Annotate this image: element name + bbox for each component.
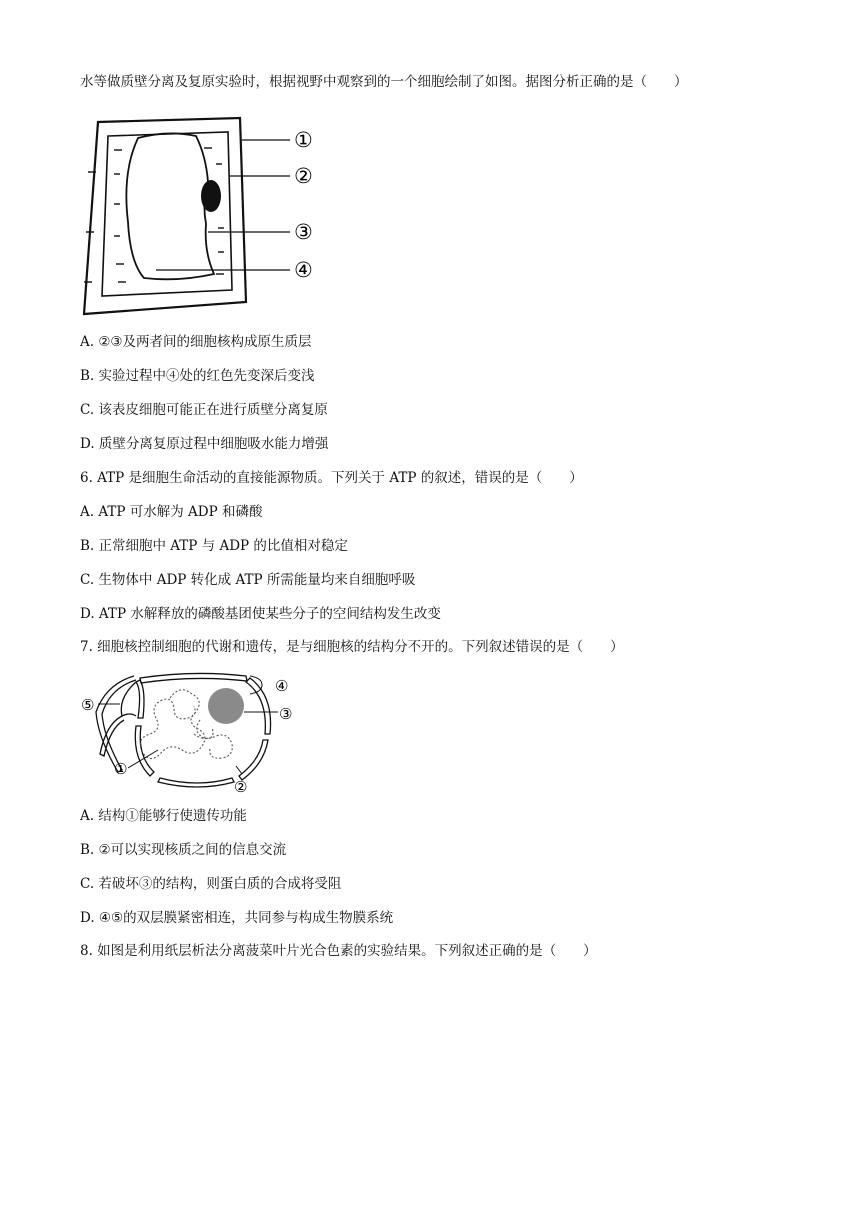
question-7-stem: 7. 细胞核控制细胞的代谢和遗传，是与细胞核的结构分不开的。下列叙述错误的是（ ） bbox=[80, 639, 624, 655]
q6-option-b: B. 正常细胞中 ATP 与 ADP 的比值相对稳定 bbox=[80, 538, 348, 554]
question-5-stem: 水等做质壁分离及复原实验时，根据视野中观察到的一个细胞绘制了如图。据图分析正确的是（ ） bbox=[80, 74, 688, 90]
figure1-label-1: ① bbox=[294, 128, 313, 152]
figure1-label-3: ③ bbox=[294, 220, 313, 244]
figure1-label-2: ② bbox=[294, 164, 313, 188]
figure1-label-4: ④ bbox=[294, 258, 313, 282]
question-8-stem: 8. 如图是利用纸层析法分离菠菜叶片光合色素的实验结果。下列叙述正确的是（ ） bbox=[80, 943, 597, 959]
q7-option-c: C. 若破坏③的结构，则蛋白质的合成将受阻 bbox=[80, 876, 342, 892]
figure2-label-5: ⑤ bbox=[81, 696, 95, 714]
q5-option-a: A. ②③及两者间的细胞核构成原生质层 bbox=[80, 334, 312, 350]
plasmolysis-cell-figure bbox=[78, 112, 338, 317]
figure2-label-2: ② bbox=[234, 778, 248, 796]
figure2-label-4: ④ bbox=[275, 677, 289, 695]
q6-option-c: C. 生物体中 ADP 转化成 ATP 所需能量均来自细胞呼吸 bbox=[80, 572, 416, 588]
q7-option-a: A. 结构①能够行使遗传功能 bbox=[80, 808, 247, 824]
nucleus-structure-figure bbox=[78, 668, 308, 796]
q5-option-b: B. 实验过程中④处的红色先变深后变浅 bbox=[80, 368, 315, 384]
q7-option-d: D. ④⑤的双层膜紧密相连，共同参与构成生物膜系统 bbox=[80, 910, 394, 926]
q6-option-d: D. ATP 水解释放的磷酸基团使某些分子的空间结构发生改变 bbox=[80, 606, 441, 622]
q6-option-a: A. ATP 可水解为 ADP 和磷酸 bbox=[80, 504, 263, 520]
figure2-label-3: ③ bbox=[279, 705, 293, 723]
question-6-stem: 6. ATP 是细胞生命活动的直接能源物质。下列关于 ATP 的叙述，错误的是（ ） bbox=[80, 470, 583, 486]
q7-option-b: B. ②可以实现核质之间的信息交流 bbox=[80, 842, 287, 858]
q5-option-d: D. 质壁分离复原过程中细胞吸水能力增强 bbox=[80, 436, 329, 452]
figure2-label-1: ① bbox=[114, 760, 128, 778]
q5-option-c: C. 该表皮细胞可能正在进行质壁分离复原 bbox=[80, 402, 328, 418]
